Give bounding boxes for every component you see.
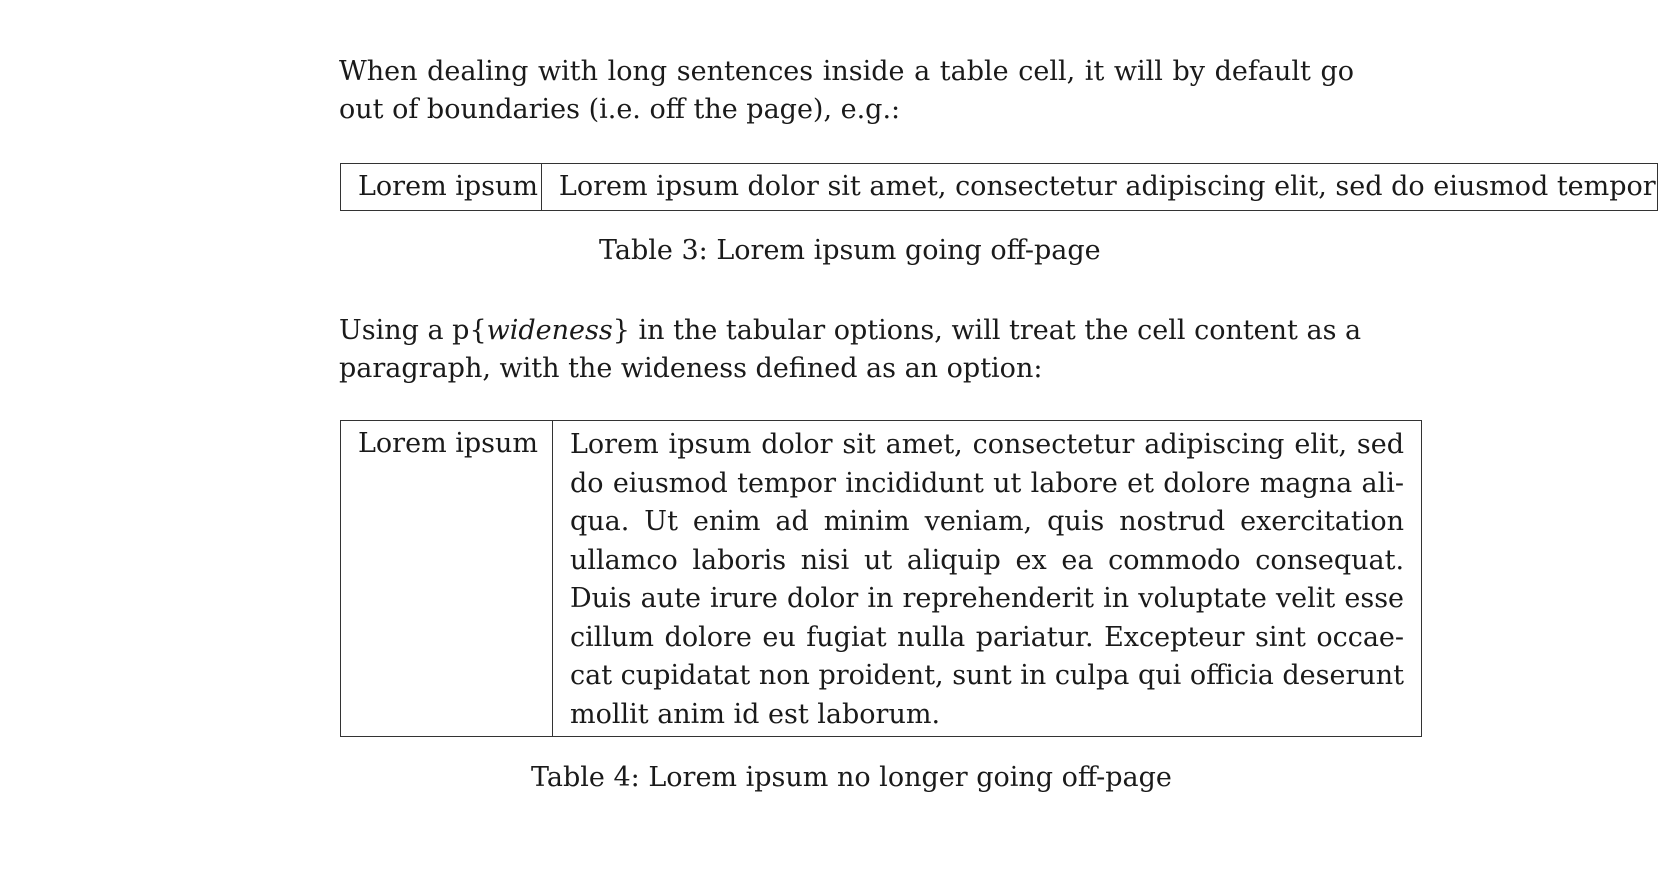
- table-4: [340, 420, 1422, 737]
- second-paragraph-italic: wideness: [486, 315, 613, 346]
- table-3-cell-content: [541, 164, 1657, 211]
- intro-paragraph: [339, 53, 1354, 129]
- table-4-content-line: cillum dolore eu fugiat nulla pariatur. Excepteur sint occae-: [570, 621, 1405, 653]
- intro-paragraph-line-1: When dealing with long sentences inside a table cell, it will by default go: [339, 56, 1354, 87]
- table-4-content-line: ullamco laboris nisi ut aliquip ex ea commodo consequat.: [570, 544, 1405, 576]
- second-paragraph-line-2: paragraph, with the wideness defined as an option:: [339, 353, 1043, 384]
- table-4-content-line: mollit anim id est laborum.: [570, 698, 941, 730]
- table-4-cell-label: [341, 421, 553, 737]
- table-4-content-line: cat cupidatat non proident, sunt in culpa qui officia deserunt: [570, 660, 1405, 691]
- table-4-content-body: [553, 421, 1421, 734]
- table-3-caption: Table 3: Lorem ipsum going off-page: [599, 235, 1101, 266]
- table-row: [341, 421, 1422, 737]
- second-paragraph-suffix: } in the tabular options, will treat the cell content as a: [612, 315, 1362, 346]
- table-4-content-line: do eiusmod tempor incididunt ut labore et dolore magna ali-: [570, 467, 1405, 499]
- table-4-caption: Table 4: Lorem ipsum no longer going off-page: [531, 762, 1172, 793]
- table-row: [341, 164, 1658, 211]
- second-paragraph-line-1: [339, 312, 1362, 350]
- table-3-content-text: Lorem ipsum dolor sit amet, consectetur adipiscing elit, sed do eiusmod tempor: [558, 171, 1656, 202]
- second-paragraph: [339, 312, 1362, 388]
- table-4-content-line: Lorem ipsum dolor sit amet, consectetur adipiscing elit, sed: [570, 429, 1405, 460]
- table-3-label-text: Lorem ipsum: [358, 171, 539, 202]
- table-4-label-text: Lorem ipsum: [358, 428, 539, 459]
- table-4-cell-content: [553, 421, 1422, 737]
- table-4-content-line: qua. Ut enim ad minim veniam, quis nostrud exercitation: [570, 506, 1405, 537]
- second-paragraph-prefix: Using a p{: [339, 315, 487, 346]
- intro-paragraph-line-2: out of boundaries (i.e. off the page), e.g.:: [339, 94, 901, 125]
- table-3: [340, 163, 1658, 211]
- table-3-cell-label: [341, 164, 542, 211]
- table-4-content-line: Duis aute irure dolor in reprehenderit in voluptate velit esse: [570, 583, 1405, 614]
